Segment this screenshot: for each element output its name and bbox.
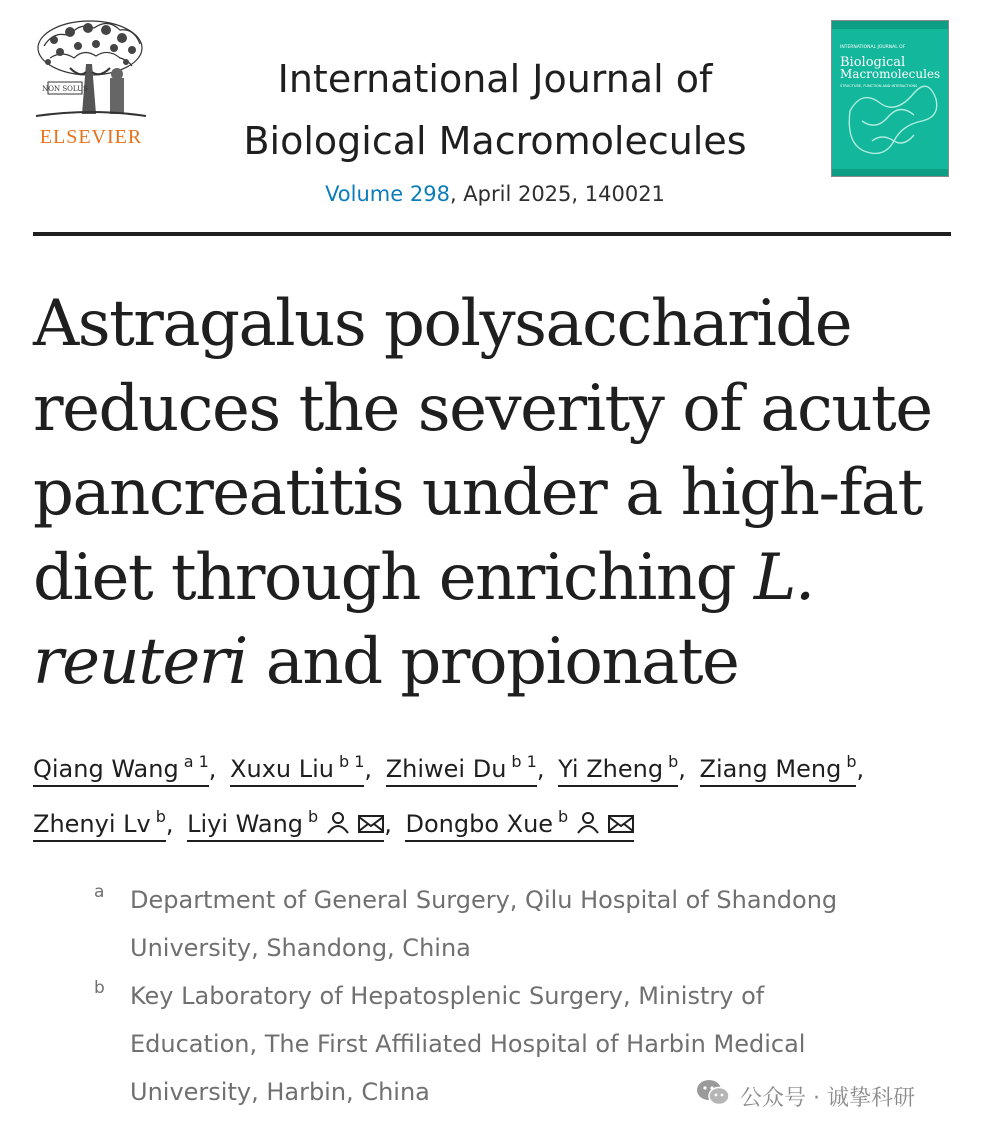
- title-line: [33, 620, 963, 705]
- affiliation-text: University, Shandong, China: [130, 934, 471, 962]
- author-name[interactable]: Zhenyi Lv: [33, 810, 151, 838]
- author-affiliation-marker: b: [558, 807, 569, 826]
- author-affiliation-marker: b: [668, 752, 679, 771]
- author-link[interactable]: [230, 752, 365, 787]
- watermark-text: 公众号 · 诚挚科研: [740, 1085, 915, 1111]
- journal-info: [170, 48, 820, 206]
- title-line: [33, 536, 963, 621]
- title-italic-text: reuteri: [33, 625, 247, 699]
- issue-details: , April 2025, 140021: [449, 182, 665, 206]
- cover-small-title: INTERNATIONAL JOURNAL OF: [840, 45, 906, 50]
- logo-motto: NON SOLUS: [42, 85, 88, 93]
- author-link[interactable]: [33, 807, 166, 842]
- affiliation-text: Education, The First Affiliated Hospital of Harbin Medical: [130, 1030, 806, 1058]
- author-affiliation-marker: b 1: [511, 752, 537, 771]
- author-affiliation-marker: b: [308, 807, 319, 826]
- header-divider: [33, 232, 951, 236]
- mail-icon[interactable]: [358, 802, 384, 850]
- publisher-name[interactable]: ELSEVIER: [39, 126, 143, 148]
- article-title: [33, 282, 963, 705]
- author-link[interactable]: [33, 752, 209, 787]
- author-separator: ,: [678, 755, 686, 783]
- author-separator: ,: [165, 810, 174, 838]
- author-name[interactable]: Qiang Wang: [33, 755, 179, 783]
- volume-link[interactable]: Volume 298: [325, 182, 450, 206]
- author-name[interactable]: Dongbo Xue: [405, 810, 554, 838]
- person-icon: [326, 802, 350, 850]
- journal-title[interactable]: [170, 48, 820, 172]
- author-separator: ,: [364, 755, 373, 783]
- title-line: Astragalus polysaccharide: [33, 287, 852, 361]
- journal-header: [0, 0, 993, 236]
- author-separator: ,: [536, 755, 545, 783]
- journal-issue-info: [170, 182, 820, 206]
- author-separator: ,: [384, 810, 392, 838]
- affiliation-text: Key Laboratory of Hepatosplenic Surgery, Ministry of: [130, 982, 765, 1010]
- author-affiliation-marker: a 1: [183, 752, 209, 771]
- mail-icon[interactable]: [608, 802, 634, 850]
- author-affiliation-marker: b: [846, 752, 857, 771]
- title-line: reduces the severity of acute: [33, 371, 932, 446]
- person-icon: [576, 802, 600, 850]
- author-list: [33, 738, 963, 850]
- journal-title-line2[interactable]: Biological Macromolecules: [243, 119, 747, 163]
- author-affiliation-marker: b 1: [339, 752, 365, 771]
- wechat-watermark: [696, 1078, 915, 1114]
- author-link[interactable]: [187, 807, 384, 842]
- title-italic-text: L.: [753, 540, 814, 615]
- affiliation-label: b: [94, 978, 105, 998]
- journal-cover-image[interactable]: [831, 20, 949, 177]
- affiliation-text: Department of General Surgery, Qilu Hospital of Shandong: [130, 886, 838, 914]
- author-link[interactable]: [385, 752, 537, 787]
- author-name[interactable]: Xuxu Liu: [230, 755, 334, 783]
- author-separator: ,: [208, 755, 217, 783]
- title-text: diet through enriching: [33, 540, 754, 615]
- author-separator: ,: [856, 755, 865, 783]
- affiliation-text: University, Harbin, China: [130, 1078, 430, 1106]
- wechat-icon: [696, 1079, 730, 1113]
- cover-title-line2: Macromolecules: [840, 67, 941, 81]
- author-affiliation-marker: b: [155, 807, 166, 826]
- title-line: pancreatitis under a high-fat: [33, 456, 922, 530]
- cover-subtitle: STRUCTURE, FUNCTION AND INTERACTIONS: [840, 84, 918, 88]
- author-link[interactable]: [405, 807, 634, 842]
- author-link[interactable]: [699, 752, 857, 787]
- author-link[interactable]: [558, 752, 679, 787]
- author-name[interactable]: Liyi Wang: [187, 810, 304, 838]
- title-text: and propionate: [246, 625, 739, 699]
- author-name[interactable]: Zhiwei Du: [385, 755, 507, 783]
- cover-title-line1: Biological: [840, 55, 906, 70]
- affiliation-item: [94, 876, 934, 972]
- journal-title-line1[interactable]: International Journal of: [277, 57, 713, 101]
- author-name[interactable]: Ziang Meng: [699, 755, 842, 783]
- affiliation-label: a: [94, 882, 105, 902]
- author-name[interactable]: Yi Zheng: [558, 755, 664, 783]
